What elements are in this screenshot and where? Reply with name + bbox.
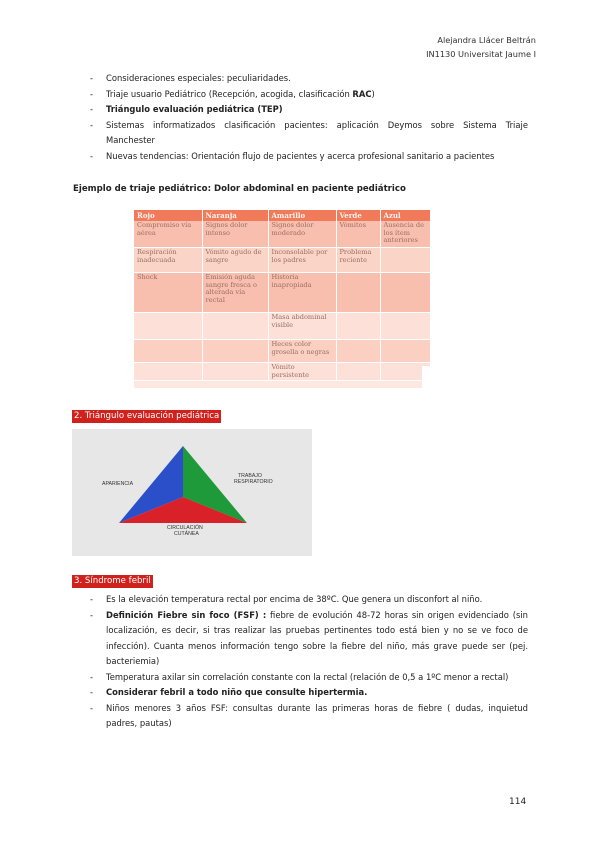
triage-header-row (134, 210, 430, 221)
tep-diagram (72, 429, 312, 556)
table-row: Respiración inadecuada Vómito agudo de sangre Inconsolable por los padres Problema reciente (134, 248, 430, 273)
header-verde: Verde (336, 210, 380, 221)
tep-label-circulation-1: CIRCULACIÓN (167, 525, 203, 531)
table-row: Compromiso vía aérea Signos dolor intenso Signos dolor moderado Vómitos Ausencia de los ítem anteriores (134, 221, 430, 248)
table-row: Vómito persistente (134, 363, 430, 381)
tep-label-respiratory-2: RESPIRATORIO (234, 479, 273, 485)
list-item: - Consideraciones especiales: peculiaridades. (90, 71, 528, 87)
tep-label-appearance: APARIENCIA (102, 481, 134, 487)
table-row: Shock Emisión aguda sangre fresca o alterada vía rectal Historia inapropiada (134, 273, 430, 313)
page-header (426, 33, 536, 61)
tep-triangle-svg (72, 429, 312, 556)
list-item: - Nuevas tendencias: Orientación flujo de pacientes y acerca profesional sanitario a pacientes (90, 149, 528, 165)
table-row: Masa abdominal visible (134, 313, 430, 340)
page-number: 114 (509, 797, 527, 807)
list-item: - Definición Fiebre sin foco (FSF) : fiebre de evolución 48-72 horas sin origen evidenciado (sin localización, es decir, si tras realizar las pruebas pertinentes todo está bien y no se ve foco de infección). Cuanta menos información tengo sobre la fiebre del niño, más grave puede ser (pej. bacteriemia) (90, 608, 528, 670)
header-naranja: Naranja (202, 210, 268, 221)
list-item: - Triángulo evaluación pediátrica (TEP) (90, 102, 528, 118)
section-2-title: 2. Triángulo evaluación pediátrica (74, 411, 220, 421)
intro-bullet-list (90, 71, 528, 164)
list-item: - Niños menores 3 años FSF: consultas durante las primeras horas de fiebre ( dudas, inquietud padres, pautas) (90, 701, 528, 732)
triage-table (134, 210, 430, 381)
header-azul: Azul (380, 210, 430, 221)
list-item: - Considerar febril a todo niño que consulte hipertermia. (90, 685, 528, 701)
triage-table-image (134, 210, 430, 388)
example-heading: Ejemplo de triaje pediátrico: Dolor abdominal en paciente pediátrico (73, 184, 406, 194)
list-item: - Triaje usuario Pediátrico (Recepción, acogida, clasificación RAC) (90, 87, 528, 103)
list-item: - Temperatura axilar sin correlación constante con la rectal (relación de 0,5 a 1ºC menor a rectal) (90, 670, 528, 686)
tep-label-respiratory-1: TRABAJO (238, 473, 262, 479)
header-amarillo: Amarillo (268, 210, 336, 221)
table-row: Heces color grosella o negras (134, 340, 430, 363)
tep-label-circulation-2: CUTÁNEA (174, 531, 199, 537)
image-crop-corner (422, 366, 430, 388)
course-name: IN1130 Universitat Jaume I (426, 49, 536, 59)
list-item: - Es la elevación temperatura rectal por encima de 38ºC. Que genera un disconfort al niño. (90, 592, 528, 608)
fever-bullet-list (90, 592, 528, 732)
list-item: - Sistemas informatizados clasificación pacientes: aplicación Deymos sobre Sistema Triaje Manchester (90, 118, 528, 149)
section-3-title: 3. Síndrome febril (74, 576, 151, 586)
header-rojo: Rojo (134, 210, 202, 221)
author-name: Alejandra Llácer Beltrán (437, 35, 536, 45)
